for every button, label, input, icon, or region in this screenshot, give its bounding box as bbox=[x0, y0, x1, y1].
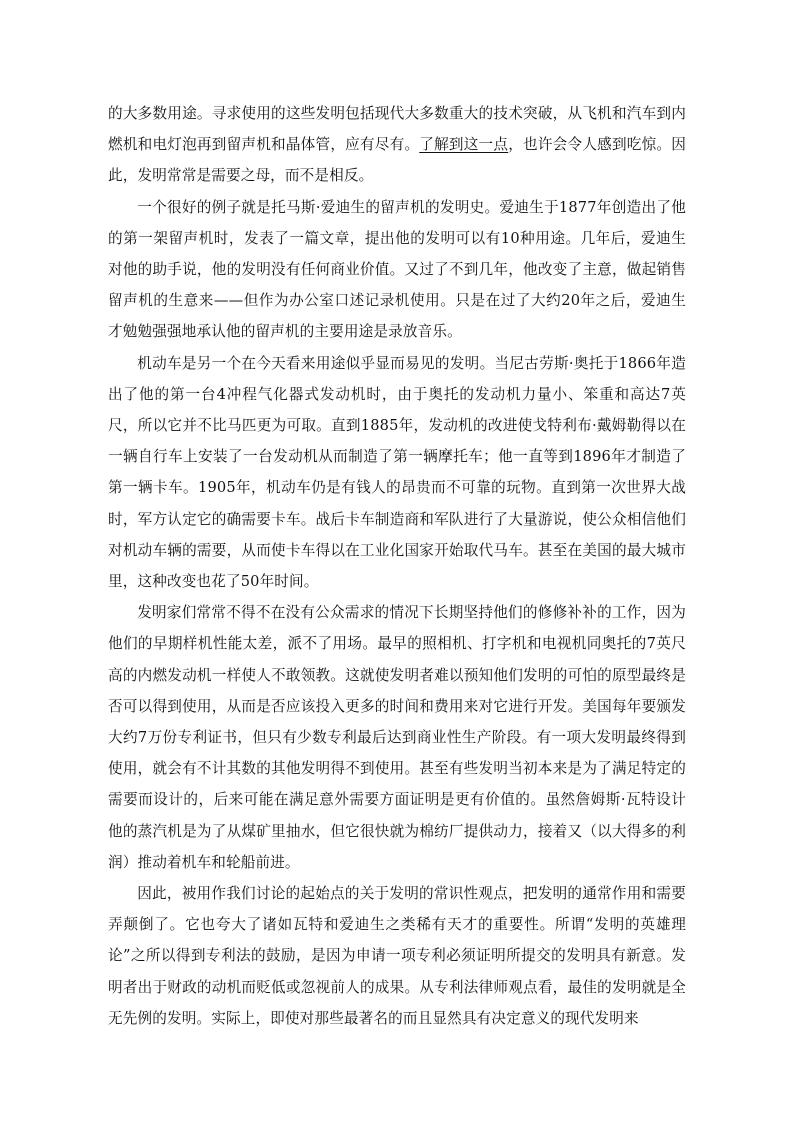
paragraph-5-text: 因此，被用作我们讨论的起始点的关于发明的常识性观点，把发明的通常作用和需要弄颠倒了。它也夸大了诸如瓦特和爱迪生之类稀有天才的重要性。所谓“发明的英雄理论”之所以得到专利法的鼓励，是因为申请一项专利必须证明所提交的发明具有新意。发明者出于财政的动机而贬低或忽视前人的成果。从专利法律师观点看，最佳的发明就是全无先例的发明。实际上，即使对那些最著名的而且显然具有决定意义的现代发明来 bbox=[108, 885, 686, 1027]
paragraph-1-text-a: 的大多数用途。寻求使用的这些发明包括现代大多数重大的技术突破，从飞机和汽车到内燃机和电灯泡再到留声机和晶体管，应有尽有。 bbox=[108, 105, 686, 154]
paragraph-3 bbox=[108, 348, 686, 598]
paragraph-4-text: 发明家们常常不得不在没有公众需求的情况下长期坚持他们的修修补补的工作，因为他们的早期样机性能太差，派不了用场。最早的照相机、打字机和电视机同奥托的7英尺高的内燃发动机一样使人不敢领教。这就使发明者难以预知他们发明的可怕的原型最终是否可以得到使用，从而是否应该投入更多的时间和费用来对它进行开发。美国每年要颁发大约7万份专利证书，但只有少数专利最后达到商业性生产阶段。有一项大发明最终得到使用，就会有不计其数的其他发明得不到使用。甚至有些发明当初本来是为了满足特定的需要而设计的，后来可能在满足意外需要方面证明是更有价值的。虽然詹姆斯·瓦特设计他的蒸汽机是为了从煤矿里抽水，但它很快就为棉纺厂提供动力，接着又（以大得多的利润）推动着机车和轮船前进。 bbox=[108, 604, 686, 871]
paragraph-5 bbox=[108, 878, 686, 1034]
paragraph-4 bbox=[108, 597, 686, 878]
paragraph-1 bbox=[108, 98, 686, 192]
paragraph-2-text: 一个很好的例子就是托马斯·爱迪生的留声机的发明史。爱迪生于1877年创造出了他的第一架留声机时，发表了一篇文章，提出他的发明可以有10种用途。几年后，爱迪生对他的助手说，他的发明没有任何商业价值。又过了不到几年，他改变了主意，做起销售留声机的生意来——但作为办公室口述记录机使用。只是在过了大约20年之后，爱迪生才勉勉强强地承认他的留声机的主要用途是录放音乐。 bbox=[108, 198, 686, 341]
underlined-phrase: 了解到这一点 bbox=[419, 136, 509, 154]
paragraph-2 bbox=[108, 192, 686, 348]
document-body bbox=[108, 98, 686, 1034]
paragraph-1-text-b: ，也许会令人感到吃惊。因此，发明常常是需要之母，而不是相反。 bbox=[108, 136, 686, 185]
paragraph-3-text: 机动车是另一个在今天看来用途似乎显而易见的发明。当尼古劳斯·奥托于1866年造出了他的第一台4冲程气化器式发动机时，由于奥托的发动机力量小、笨重和高达7英尺，所以它并不比马匹更为可取。直到1885年，发动机的改进使戈特利布·戴姆勒得以在一辆自行车上安装了一台发动机从而制造了第一辆摩托车；他一直等到1896年才制造了第一辆卡车。1905年，机动车仍是有钱人的昂贵而不可靠的玩物。直到第一次世界大战时，军方认定它的确需要卡车。战后卡车制造商和军队进行了大量游说，使公众相信他们对机动车辆的需要，从而使卡车得以在工业化国家开始取代马车。甚至在美国的最大城市里，这种改变也花了50年时间。 bbox=[108, 354, 686, 591]
